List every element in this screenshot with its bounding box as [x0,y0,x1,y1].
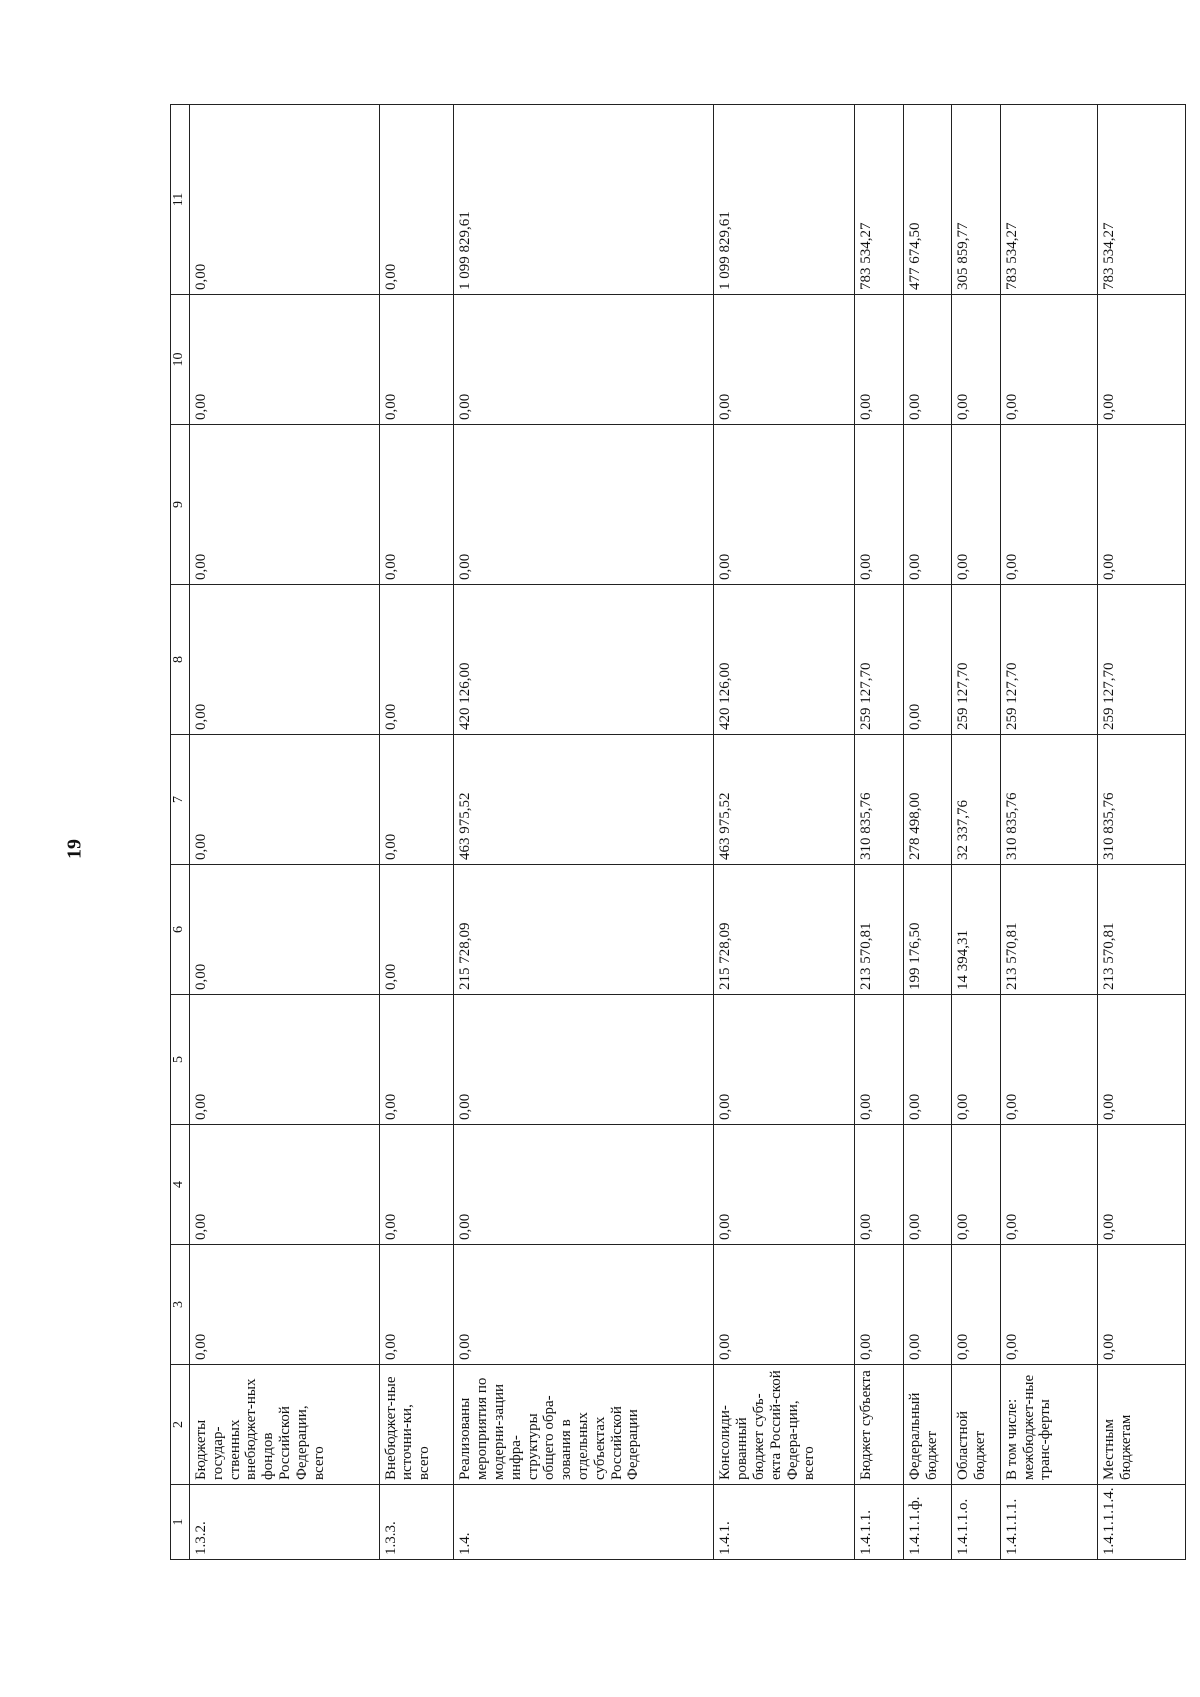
value-cell: 0,00 [190,995,380,1125]
table-row [454,105,714,1560]
value-cell: 0,00 [454,1245,714,1365]
row-code: 1.3.3. [379,1485,454,1560]
value-cell: 0,00 [379,1245,454,1365]
value-cell: 0,00 [190,865,380,995]
value-cell: 0,00 [855,995,903,1125]
value-cell: 0,00 [379,995,454,1125]
value-cell: 0,00 [952,1245,1000,1365]
value-cell: 0,00 [1000,1125,1097,1245]
value-cell: 0,00 [1097,425,1185,585]
value-cell: 0,00 [190,105,380,295]
value-cell: 0,00 [952,995,1000,1125]
value-cell: 0,00 [379,1125,454,1245]
value-cell: 0,00 [454,425,714,585]
row-name: Местным бюджетам [1097,1365,1185,1485]
value-cell: 0,00 [379,735,454,865]
row-name: Федеральный бюджет [903,1365,951,1485]
value-cell: 0,00 [190,1245,380,1365]
value-cell: 477 674,50 [903,105,951,295]
row-code: 1.4.1. [714,1485,855,1560]
column-header: 10 [171,295,190,425]
value-cell: 0,00 [952,425,1000,585]
value-cell: 0,00 [714,995,855,1125]
table-row [714,105,855,1560]
value-cell: 0,00 [190,585,380,735]
row-code: 1.4. [454,1485,714,1560]
value-cell: 0,00 [855,1125,903,1245]
value-cell: 213 570,81 [855,865,903,995]
value-cell: 0,00 [1000,995,1097,1125]
value-cell: 0,00 [1097,1125,1185,1245]
column-header: 2 [171,1365,190,1485]
column-header: 6 [171,865,190,995]
value-cell: 215 728,09 [714,865,855,995]
value-cell: 259 127,70 [1097,585,1185,735]
value-cell: 783 534,27 [1097,105,1185,295]
value-cell: 215 728,09 [454,865,714,995]
value-cell: 420 126,00 [714,585,855,735]
value-cell: 310 835,76 [1000,735,1097,865]
value-cell: 0,00 [903,295,951,425]
table-row [952,105,1000,1560]
value-cell: 783 534,27 [1000,105,1097,295]
value-cell: 0,00 [379,425,454,585]
value-cell: 0,00 [714,295,855,425]
table-row [379,105,454,1560]
value-cell: 0,00 [855,295,903,425]
rotated-table-container [170,105,1186,1560]
value-cell: 0,00 [1097,295,1185,425]
value-cell: 0,00 [379,105,454,295]
header-row [171,105,190,1560]
value-cell: 0,00 [1097,995,1185,1125]
value-cell: 0,00 [714,1245,855,1365]
row-name: Внебюджет-ные источни-ки, всего [379,1365,454,1485]
row-code: 1.4.1.1.о. [952,1485,1000,1560]
value-cell: 783 534,27 [855,105,903,295]
column-header: 4 [171,1125,190,1245]
row-code: 1.3.2. [190,1485,380,1560]
value-cell: 463 975,52 [454,735,714,865]
value-cell: 0,00 [454,995,714,1125]
table-row [903,105,951,1560]
value-cell: 463 975,52 [714,735,855,865]
value-cell: 259 127,70 [855,585,903,735]
row-code: 1.4.1.1. [855,1485,903,1560]
value-cell: 0,00 [952,295,1000,425]
column-header: 9 [171,425,190,585]
value-cell: 278 498,00 [903,735,951,865]
table-row [855,105,903,1560]
value-cell: 0,00 [714,425,855,585]
row-name: Областной бюджет [952,1365,1000,1485]
value-cell: 0,00 [714,1125,855,1245]
value-cell: 1 099 829,61 [454,105,714,295]
row-code: 1.4.1.1.ф. [903,1485,951,1560]
value-cell: 0,00 [190,295,380,425]
value-cell: 0,00 [903,1125,951,1245]
table-row [1097,105,1185,1560]
column-header: 7 [171,735,190,865]
value-cell: 0,00 [190,425,380,585]
row-name: Бюджеты государ-ственных внебюджет-ных фондов Российской Федерации, всего [190,1365,380,1485]
table-row [190,105,380,1560]
budget-table [170,104,1186,1560]
value-cell: 199 176,50 [903,865,951,995]
value-cell: 0,00 [379,585,454,735]
value-cell: 310 835,76 [855,735,903,865]
value-cell: 0,00 [1097,1245,1185,1365]
value-cell: 1 099 829,61 [714,105,855,295]
row-name: Консолиди-рованный бюджет субъ-екта Россий-ской Федера-ции, всего [714,1365,855,1485]
value-cell: 213 570,81 [1097,865,1185,995]
value-cell: 0,00 [1000,425,1097,585]
value-cell: 32 337,76 [952,735,1000,865]
value-cell: 0,00 [379,865,454,995]
value-cell: 0,00 [1000,1245,1097,1365]
column-header: 11 [171,105,190,295]
value-cell: 0,00 [454,1125,714,1245]
value-cell: 0,00 [855,425,903,585]
value-cell: 420 126,00 [454,585,714,735]
value-cell: 0,00 [855,1245,903,1365]
value-cell: 0,00 [1000,295,1097,425]
value-cell: 310 835,76 [1097,735,1185,865]
row-code: 1.4.1.1.1.4. [1097,1485,1185,1560]
value-cell: 305 859,77 [952,105,1000,295]
row-code: 1.4.1.1.1. [1000,1485,1097,1560]
column-header: 1 [171,1485,190,1560]
page-number: 19 [63,839,86,859]
column-header: 5 [171,995,190,1125]
value-cell: 0,00 [952,1125,1000,1245]
value-cell: 213 570,81 [1000,865,1097,995]
value-cell: 0,00 [190,1125,380,1245]
table-row [1000,105,1097,1560]
value-cell: 0,00 [903,1245,951,1365]
value-cell: 0,00 [903,425,951,585]
row-name: В том числе: межбюджет-ные транс-ферты [1000,1365,1097,1485]
value-cell: 0,00 [903,585,951,735]
value-cell: 259 127,70 [1000,585,1097,735]
row-name: Бюджет субъекта [855,1365,903,1485]
column-header: 8 [171,585,190,735]
value-cell: 0,00 [454,295,714,425]
column-header: 3 [171,1245,190,1365]
value-cell: 0,00 [903,995,951,1125]
row-name: Реализованы мероприятия по модерни-зации инфра-структуры общего обра-зования в отдельных субъектах Российской Федерации [454,1365,714,1485]
value-cell: 0,00 [190,735,380,865]
value-cell: 14 394,31 [952,865,1000,995]
value-cell: 259 127,70 [952,585,1000,735]
value-cell: 0,00 [379,295,454,425]
